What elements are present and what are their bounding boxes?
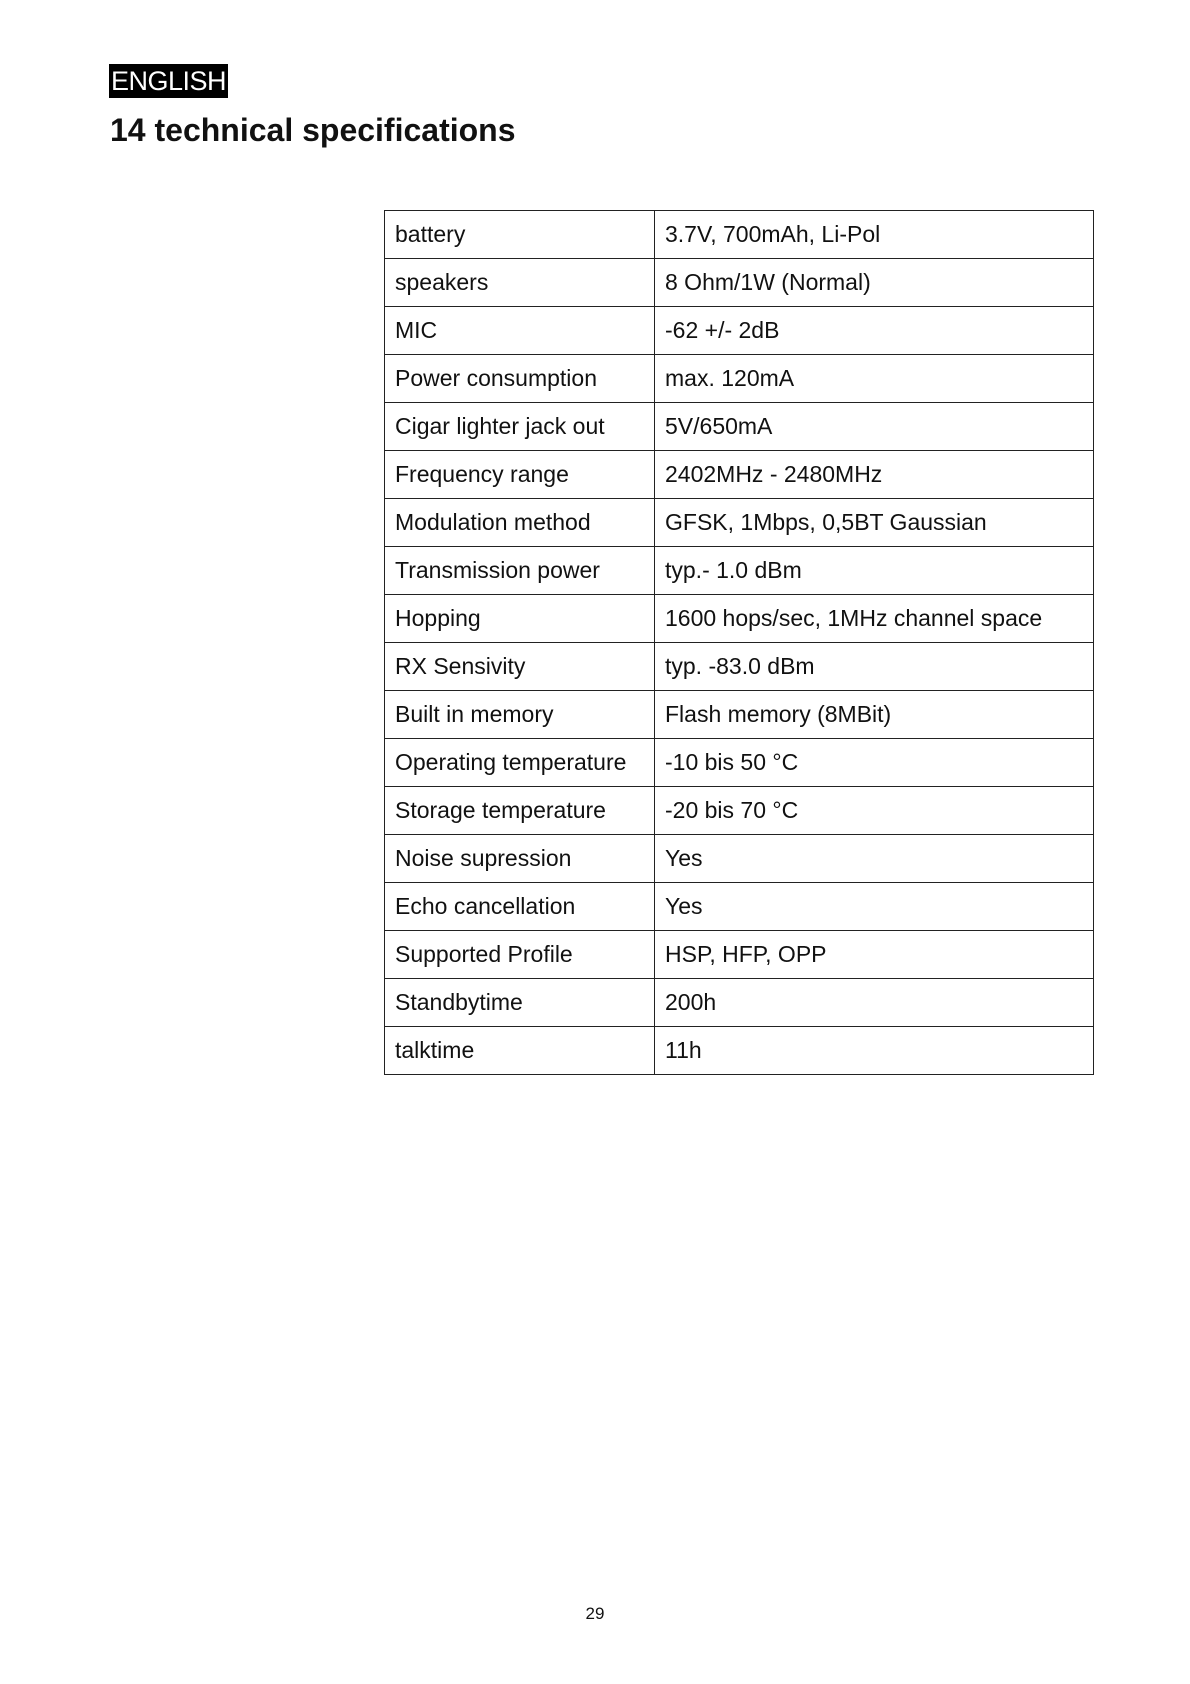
table-row [385,259,1094,307]
table-row [385,979,1094,1027]
spec-label: Power consumption [385,355,655,403]
table-row [385,1027,1094,1075]
spec-label: Hopping [385,595,655,643]
spec-value: typ.- 1.0 dBm [655,547,1094,595]
spec-value: -10 bis 50 °C [655,739,1094,787]
page-title: 14 technical specifications [110,112,516,148]
spec-label: Built in memory [385,691,655,739]
spec-label: Noise supression [385,835,655,883]
table-row [385,307,1094,355]
spec-value: 5V/650mA [655,403,1094,451]
table-row [385,403,1094,451]
spec-value: Yes [655,835,1094,883]
spec-label: battery [385,211,655,259]
table-row [385,451,1094,499]
spec-value: -62 +/- 2dB [655,307,1094,355]
spec-label: Frequency range [385,451,655,499]
language-badge: ENGLISH [111,66,227,96]
table-row [385,355,1094,403]
table-row [385,499,1094,547]
table-row [385,787,1094,835]
spec-value: GFSK, 1Mbps, 0,5BT Gaussian [655,499,1094,547]
spec-label: Cigar lighter jack out [385,403,655,451]
spec-value: 3.7V, 700mAh, Li-Pol [655,211,1094,259]
spec-label: Supported Profile [385,931,655,979]
spec-value: Flash memory (8MBit) [655,691,1094,739]
spec-label: Storage temperature [385,787,655,835]
table-row [385,643,1094,691]
spec-value: Yes [655,883,1094,931]
spec-value: -20 bis 70 °C [655,787,1094,835]
spec-value: 2402MHz - 2480MHz [655,451,1094,499]
spec-label: Transmission power [385,547,655,595]
spec-value: max. 120mA [655,355,1094,403]
spec-value: 11h [655,1027,1094,1075]
table-row [385,739,1094,787]
spec-label: Standbytime [385,979,655,1027]
table-row [385,835,1094,883]
spec-label: RX Sensivity [385,643,655,691]
table-row [385,691,1094,739]
spec-value: typ. -83.0 dBm [655,643,1094,691]
spec-label: Operating temperature [385,739,655,787]
table-row [385,595,1094,643]
page-number: 29 [585,1604,605,1623]
table-row [385,211,1094,259]
spec-label: speakers [385,259,655,307]
spec-value: 200h [655,979,1094,1027]
specifications-table [384,210,1094,1075]
table-row [385,547,1094,595]
table-row [385,883,1094,931]
spec-value: 1600 hops/sec, 1MHz channel space [655,595,1094,643]
table-row [385,931,1094,979]
spec-label: Echo cancellation [385,883,655,931]
spec-label: Modulation method [385,499,655,547]
spec-label: MIC [385,307,655,355]
spec-value: HSP, HFP, OPP [655,931,1094,979]
spec-label: talktime [385,1027,655,1075]
spec-value: 8 Ohm/1W (Normal) [655,259,1094,307]
